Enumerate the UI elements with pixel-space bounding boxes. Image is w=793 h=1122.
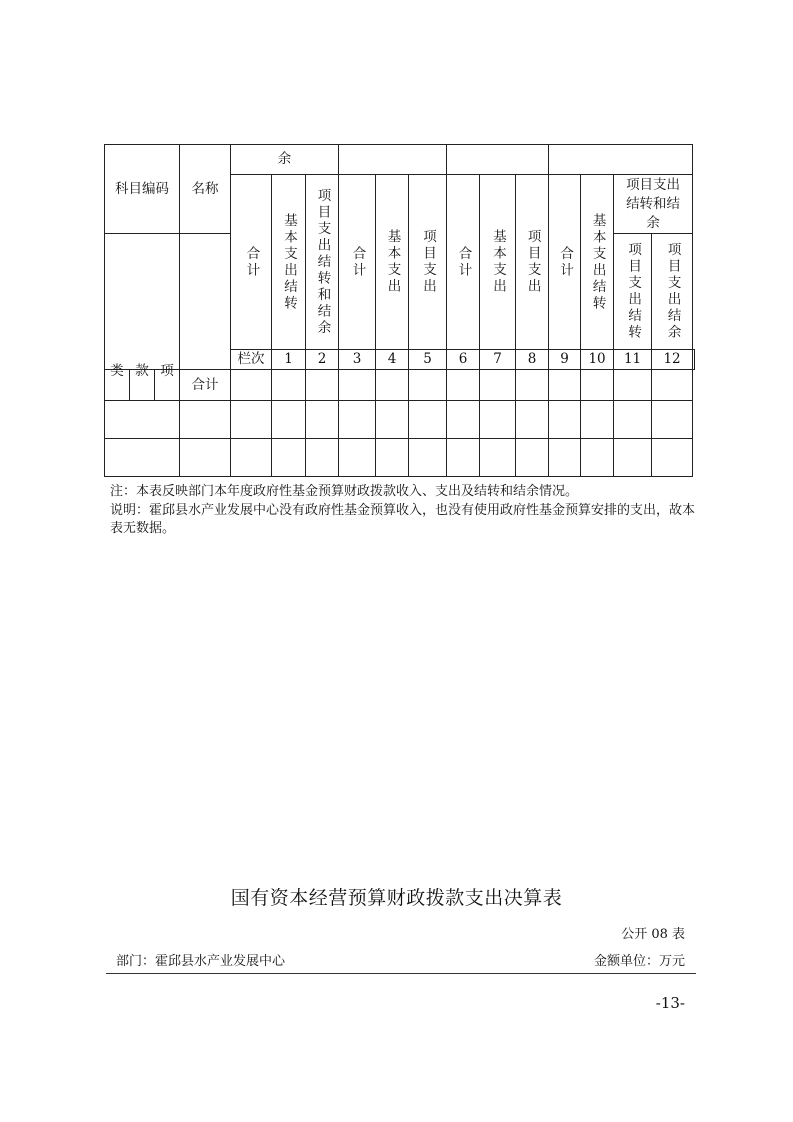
col-number: 5 <box>409 350 447 370</box>
table-cell <box>180 439 231 477</box>
header-blank-1 <box>339 145 447 175</box>
header-blank-name <box>180 234 231 370</box>
table-cell <box>376 401 409 439</box>
fund-budget-table <box>104 144 695 477</box>
table-cell <box>652 401 693 439</box>
header-name: 名称 <box>180 145 231 234</box>
table-cell <box>480 439 516 477</box>
table-cell <box>105 401 180 439</box>
table-cell <box>614 439 652 477</box>
col-number: 4 <box>376 350 409 370</box>
table-cell <box>549 401 581 439</box>
table-cell <box>447 401 480 439</box>
col-total-2: 合计 <box>339 175 376 350</box>
table-cell <box>409 401 447 439</box>
header-blank-2 <box>447 145 549 175</box>
header-blank-3 <box>549 145 693 175</box>
col-basic-2: 基本支出 <box>376 175 409 350</box>
form-number: 公开 08 表 <box>621 927 685 942</box>
table-cell <box>306 370 339 401</box>
col-proj-carry: 项目支出结转 <box>614 234 652 350</box>
col-number: 10 <box>581 350 614 370</box>
col-number: 8 <box>516 350 549 370</box>
row-lanci-label: 栏次 <box>231 350 272 370</box>
col-number: 12 <box>652 350 693 370</box>
table-cell <box>105 439 180 477</box>
col-basic-carry-4: 基本支出结转 <box>581 175 614 350</box>
table-cell <box>272 401 306 439</box>
col-total-3: 合计 <box>447 175 480 350</box>
col-project-2: 项目支出 <box>409 175 447 350</box>
row-label-xiang: 项 <box>155 356 180 387</box>
page-number: -13- <box>655 994 685 1012</box>
row-label-kuan: 款 <box>130 356 155 387</box>
table-cell <box>581 370 614 401</box>
table-cell <box>549 370 581 401</box>
col-number: 6 <box>447 350 480 370</box>
table-cell <box>614 370 652 401</box>
table-cell <box>581 439 614 477</box>
col-project-carry-balance-1: 项目支出结转和结余 <box>306 175 339 350</box>
amount-unit-label: 金额单位：万元 <box>593 954 685 969</box>
table-cell <box>516 439 549 477</box>
table-cell <box>272 370 306 401</box>
table-cell <box>376 370 409 401</box>
col-number: 1 <box>272 350 306 370</box>
table-notes <box>110 483 700 539</box>
table-cell <box>409 370 447 401</box>
header-remain: 余 <box>231 145 339 175</box>
col-number: 11 <box>614 350 652 370</box>
table-cell <box>447 370 480 401</box>
section-title: 国有资本经营预算财政拨款支出决算表 <box>230 887 563 909</box>
table-cell <box>480 370 516 401</box>
col-basic-3: 基本支出 <box>480 175 516 350</box>
table-cell <box>339 439 376 477</box>
col-number: 7 <box>480 350 516 370</box>
table-cell <box>231 401 272 439</box>
table-cell <box>516 401 549 439</box>
header-code: 科目编码 <box>105 145 180 234</box>
table-cell <box>447 439 480 477</box>
header-blank-code <box>105 234 180 370</box>
col-number: 9 <box>549 350 581 370</box>
table-cell <box>581 401 614 439</box>
row-heji-label: 合计 <box>180 370 231 401</box>
explanation-text: 说明：霍邱县水产业发展中心没有政府性基金预算收入，也没有使用政府性基金预算安排的支出，故本表无数据。 <box>110 502 696 536</box>
table-cell <box>231 370 272 401</box>
col-number: 2 <box>306 350 339 370</box>
table-cell <box>376 439 409 477</box>
department-label: 部门：霍邱县水产业发展中心 <box>116 954 286 969</box>
header-rule <box>106 973 696 974</box>
table-cell <box>516 370 549 401</box>
table-cell <box>652 370 693 401</box>
table-cell <box>409 439 447 477</box>
col-project-group: 项目支出结转和结余 <box>614 175 693 234</box>
col-total-4: 合计 <box>549 175 581 350</box>
table-cell <box>480 401 516 439</box>
table-cell <box>180 401 231 439</box>
table-cell <box>549 439 581 477</box>
table-cell <box>306 439 339 477</box>
col-basic-carry-1: 基本支出结转 <box>272 175 306 350</box>
col-number: 3 <box>339 350 376 370</box>
table-cell <box>306 401 339 439</box>
table-cell <box>339 401 376 439</box>
table-cell <box>272 439 306 477</box>
col-project-3: 项目支出 <box>516 175 549 350</box>
table-cell <box>652 439 693 477</box>
col-total-1: 合计 <box>231 175 272 350</box>
col-proj-balance: 项目支出结余 <box>652 234 693 350</box>
row-label-lei: 类 <box>105 356 130 387</box>
table-cell <box>231 439 272 477</box>
col-number <box>693 350 695 370</box>
note-text: 注：本表反映部门本年度政府性基金预算财政拨款收入、支出及结转和结余情况。 <box>110 484 579 499</box>
table-cell <box>614 401 652 439</box>
table-cell <box>339 370 376 401</box>
